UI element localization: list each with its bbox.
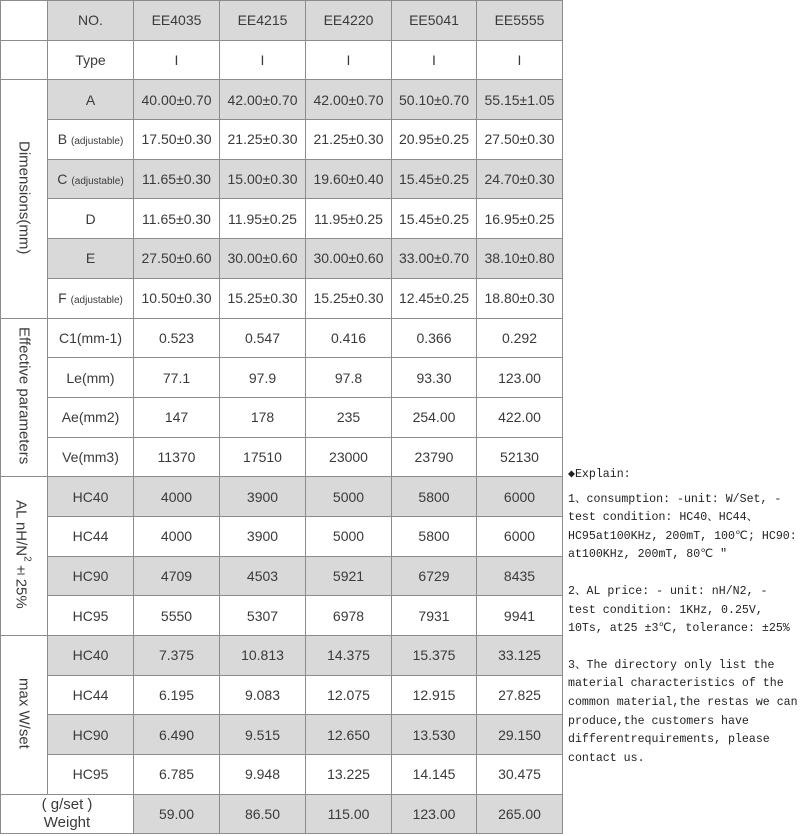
table-cell: 16.95±0.25 (477, 199, 563, 239)
weight-title: Weight (43, 814, 91, 832)
table-cell: 97.9 (220, 358, 306, 398)
table-cell: 254.00 (392, 397, 477, 437)
table-cell: 9.083 (220, 675, 306, 715)
table-cell: 97.8 (306, 358, 392, 398)
table-cell: 42.00±0.70 (220, 80, 306, 120)
material-label: HC40 (48, 477, 134, 517)
dimension-label (48, 120, 134, 160)
dimension-label (48, 159, 134, 199)
table-cell: 12.075 (306, 675, 392, 715)
table-cell: 5550 (134, 596, 220, 636)
table-row (1, 477, 563, 517)
table-cell: 5921 (306, 556, 392, 596)
table-row (1, 120, 563, 160)
table-row (1, 596, 563, 636)
table-cell: 55.15±1.05 (477, 80, 563, 120)
table-cell: 15.25±0.30 (306, 278, 392, 318)
dimension-letter: D (85, 210, 96, 227)
table-row (1, 636, 563, 676)
table-cell: 93.30 (392, 358, 477, 398)
table-cell: 422.00 (477, 397, 563, 437)
group-maxw-title: max W/set (15, 677, 33, 749)
table-cell: 17510 (220, 437, 306, 477)
table-cell: 8435 (477, 556, 563, 596)
table-row (1, 40, 563, 80)
table-cell: 9.948 (220, 755, 306, 795)
table-cell: 21.25±0.30 (220, 120, 306, 160)
table-cell: 0.416 (306, 318, 392, 358)
table-cell: I (306, 40, 392, 80)
table-cell: 77.1 (134, 358, 220, 398)
table-cell: 21.25±0.30 (306, 120, 392, 160)
table-cell: 123.00 (477, 358, 563, 398)
table-row (1, 755, 563, 795)
adjustable-note: (adjustable) (71, 176, 124, 188)
table-row (1, 556, 563, 596)
dimension-letter: B (57, 131, 68, 148)
table-cell: 6978 (306, 596, 392, 636)
explain-notes (568, 466, 800, 786)
table-cell: 20.95±0.25 (392, 120, 477, 160)
weight-unit: ( g/set ) (41, 796, 93, 814)
dimension-label (48, 239, 134, 279)
group-al-sup: 2 (21, 556, 33, 562)
group-weight (1, 794, 134, 834)
type-label: Type (48, 40, 134, 80)
table-cell: 9.515 (220, 715, 306, 755)
table-row (1, 159, 563, 199)
table-cell: 15.45±0.25 (392, 159, 477, 199)
table-cell: 12.45±0.25 (392, 278, 477, 318)
table-cell: 15.00±0.30 (220, 159, 306, 199)
dimension-label (48, 80, 134, 120)
corner-cell (1, 1, 48, 41)
material-label: HC90 (48, 715, 134, 755)
table-cell: 52130 (477, 437, 563, 477)
table-cell: 10.813 (220, 636, 306, 676)
note-item: 1、consumption: -unit: W/Set, - test condition: HC40、HC44、HC95at100KHz, 200mT, 100℃; HC90: at100KHz, 200mT, 80℃ ″ (568, 492, 797, 562)
table-cell: 4000 (134, 516, 220, 556)
table-cell: 38.10±0.80 (477, 239, 563, 279)
table-cell: 6.490 (134, 715, 220, 755)
table-cell: 5307 (220, 596, 306, 636)
table-cell: 30.00±0.60 (306, 239, 392, 279)
dimension-label (48, 199, 134, 239)
table-cell: 86.50 (220, 794, 306, 834)
table-cell: 4709 (134, 556, 220, 596)
table-cell: I (392, 40, 477, 80)
notes-title: ◆Explain: (568, 468, 631, 481)
table-cell: 0.366 (392, 318, 477, 358)
group-dimensions-unit: (mm) (15, 219, 33, 255)
table-cell: 0.547 (220, 318, 306, 358)
dimension-letter: F (58, 290, 67, 307)
table-row (1, 318, 563, 358)
table-cell: 6.195 (134, 675, 220, 715)
table-cell: 3900 (220, 516, 306, 556)
table-row (1, 715, 563, 755)
note-item: 3、The directory only list the material characteristics of the common material,the restas we can produce,the customers have differentrequirements, please contact us. (568, 658, 798, 765)
table-cell: 5800 (392, 516, 477, 556)
material-label: HC40 (48, 636, 134, 676)
table-cell: 11370 (134, 437, 220, 477)
table-cell: 59.00 (134, 794, 220, 834)
table-cell: I (134, 40, 220, 80)
table-cell: 5000 (306, 477, 392, 517)
table-row (1, 278, 563, 318)
table-cell: 4000 (134, 477, 220, 517)
table-cell: 11.65±0.30 (134, 159, 220, 199)
table-cell: 18.80±0.30 (477, 278, 563, 318)
dimension-letter: A (85, 91, 96, 108)
group-effective-title: Effective parameters (15, 327, 33, 465)
param-label: Le(mm) (48, 358, 134, 398)
blank-cell (1, 40, 48, 80)
table-cell: 178 (220, 397, 306, 437)
note-item: 2、AL price: - unit: nH/N2, - test condition: 1KHz, 0.25V, 10Ts, at25 ±3℃, tolerance: ±25% (568, 584, 790, 636)
table-cell: 40.00±0.70 (134, 80, 220, 120)
table-cell: 147 (134, 397, 220, 437)
table-cell: 0.292 (477, 318, 563, 358)
table-cell: 11.95±0.25 (220, 199, 306, 239)
table-cell: 42.00±0.70 (306, 80, 392, 120)
table-cell: 23000 (306, 437, 392, 477)
group-al (1, 477, 48, 636)
table-row (1, 199, 563, 239)
model-header: EE5041 (392, 1, 477, 41)
table-cell: 5000 (306, 516, 392, 556)
table-cell: 27.50±0.60 (134, 239, 220, 279)
table-cell: 17.50±0.30 (134, 120, 220, 160)
table-cell: 265.00 (477, 794, 563, 834)
table-cell: 30.00±0.60 (220, 239, 306, 279)
material-label: HC44 (48, 675, 134, 715)
table-row (1, 358, 563, 398)
table-cell: 10.50±0.30 (134, 278, 220, 318)
table-cell: 9941 (477, 596, 563, 636)
param-label: C1(mm-1) (48, 318, 134, 358)
table-cell: 33.00±0.70 (392, 239, 477, 279)
table-cell: I (220, 40, 306, 80)
material-label: HC95 (48, 755, 134, 795)
table-cell: 19.60±0.40 (306, 159, 392, 199)
adjustable-note: (adjustable) (71, 136, 124, 148)
table-cell: 24.70±0.30 (477, 159, 563, 199)
table-row (1, 437, 563, 477)
table-cell: 6729 (392, 556, 477, 596)
group-al-tolerance: ±25% (12, 561, 30, 609)
group-al-title: AL nH/N (12, 500, 30, 557)
table-row (1, 239, 563, 279)
table-row (1, 516, 563, 556)
group-dimensions-title: Dimensions (15, 140, 33, 220)
table-cell: 50.10±0.70 (392, 80, 477, 120)
table-cell: 6000 (477, 477, 563, 517)
table-row (1, 397, 563, 437)
group-maxw (1, 636, 48, 795)
table-cell: 7.375 (134, 636, 220, 676)
table-cell: 11.95±0.25 (306, 199, 392, 239)
table-row (1, 675, 563, 715)
table-cell: 6000 (477, 516, 563, 556)
table-cell: 5800 (392, 477, 477, 517)
table-cell: 15.375 (392, 636, 477, 676)
table-cell: 23790 (392, 437, 477, 477)
model-header: EE4035 (134, 1, 220, 41)
table-cell: 4503 (220, 556, 306, 596)
dimension-letter: C (57, 171, 68, 188)
param-label: Ae(mm2) (48, 397, 134, 437)
table-cell: 11.65±0.30 (134, 199, 220, 239)
group-effective (1, 318, 48, 477)
table-cell: 13.530 (392, 715, 477, 755)
model-header: EE4215 (220, 1, 306, 41)
table-cell: 12.915 (392, 675, 477, 715)
table-cell: 13.225 (306, 755, 392, 795)
table-cell: 33.125 (477, 636, 563, 676)
table-row (1, 1, 563, 41)
group-dimensions (1, 80, 48, 318)
table-cell: 14.375 (306, 636, 392, 676)
table-cell: 14.145 (392, 755, 477, 795)
table-cell: 27.50±0.30 (477, 120, 563, 160)
dimension-label (48, 278, 134, 318)
material-label: HC90 (48, 556, 134, 596)
adjustable-note: (adjustable) (70, 295, 123, 307)
material-label: HC44 (48, 516, 134, 556)
table-cell: 15.45±0.25 (392, 199, 477, 239)
table-cell: I (477, 40, 563, 80)
table-cell: 30.475 (477, 755, 563, 795)
table-row (1, 80, 563, 120)
param-label: Ve(mm3) (48, 437, 134, 477)
table-cell: 12.650 (306, 715, 392, 755)
dimension-letter: E (85, 250, 96, 267)
table-cell: 7931 (392, 596, 477, 636)
table-cell: 0.523 (134, 318, 220, 358)
table-cell: 27.825 (477, 675, 563, 715)
table-cell: 115.00 (306, 794, 392, 834)
header-label: NO. (48, 1, 134, 41)
material-label: HC95 (48, 596, 134, 636)
table-row (1, 794, 563, 834)
table-cell: 6.785 (134, 755, 220, 795)
table-cell: 3900 (220, 477, 306, 517)
table-cell: 123.00 (392, 794, 477, 834)
table-cell: 15.25±0.30 (220, 278, 306, 318)
model-header: EE4220 (306, 1, 392, 41)
table-cell: 235 (306, 397, 392, 437)
model-header: EE5555 (477, 1, 563, 41)
table-cell: 29.150 (477, 715, 563, 755)
